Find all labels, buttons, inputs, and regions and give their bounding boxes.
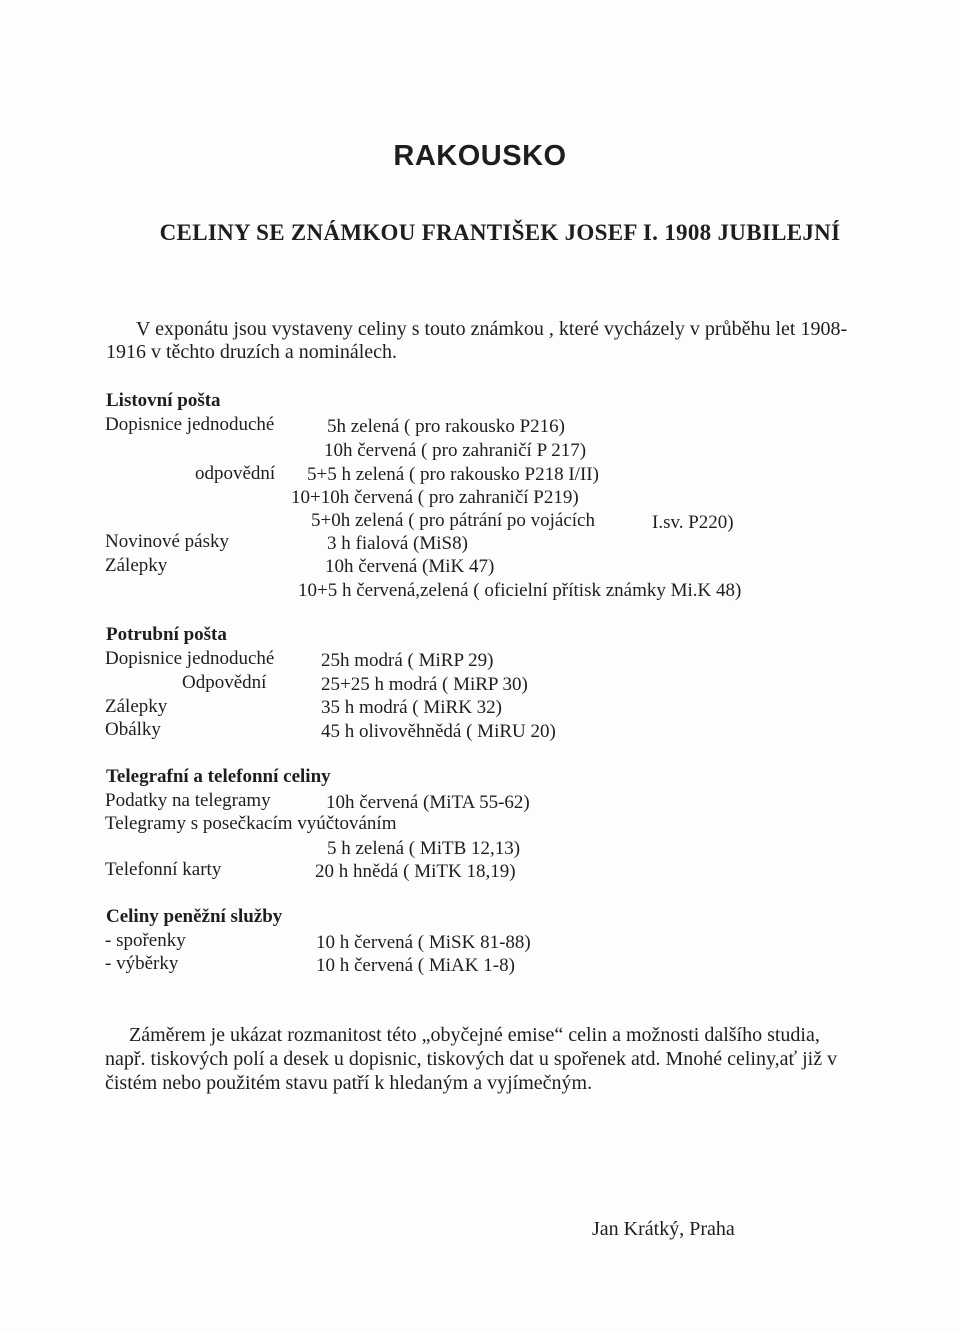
section-heading-telegrafni: Telegrafní a telefonní celiny	[106, 766, 331, 787]
value-row: 25+25 h modrá ( MiRP 30)	[321, 674, 528, 695]
section-heading-potrubni: Potrubní pošta	[106, 624, 227, 645]
value-row: 10+10h červená ( pro zahraničí P219)	[291, 487, 579, 508]
section-heading-penezni: Celiny peněžní služby	[106, 906, 283, 927]
label-zalepky: Zálepky	[105, 696, 168, 717]
value-row: 45 h olivověhnědá ( MiRU 20)	[321, 721, 556, 742]
value-row: 5+0h zelená ( pro pátrání po vojácích	[311, 510, 595, 531]
value-row: 35 h modrá ( MiRK 32)	[321, 697, 503, 718]
value-row: 10h červená (MiTA 55-62)	[326, 792, 530, 813]
label-dopisnice: Dopisnice jednoduché	[105, 648, 275, 669]
label-vyberky: - výběrky	[105, 953, 179, 974]
label-odpovedni: Odpovědní	[182, 672, 267, 693]
value-row: 10+5 h červená,zelená ( oficielní přítisk známky Mi.K 48)	[298, 580, 742, 601]
page-title: RAKOUSKO	[393, 140, 567, 172]
label-podatky: Podatky na telegramy	[105, 790, 271, 811]
label-obalky: Obálky	[105, 719, 161, 740]
label-zalepky: Zálepky	[105, 555, 168, 576]
label-sporenky: - spořenky	[105, 930, 186, 951]
value-row: 10 h červená ( MiSK 81-88)	[316, 932, 531, 953]
value-row: 3 h fialová (MiS8)	[327, 533, 468, 554]
label-odpovedni: odpovědní	[195, 463, 276, 484]
page-subtitle: CELINY SE ZNÁMKOU FRANTIŠEK JOSEF I. 1908 JUBILEJNÍ	[159, 220, 841, 245]
value-row: 5h zelená ( pro rakousko P216)	[327, 416, 565, 437]
value-row: 5+5 h zelená ( pro rakousko P218 I/II)	[307, 464, 599, 485]
label-karty: Telefonní karty	[105, 859, 222, 880]
closing-paragraph: Záměrem je ukázat rozmanitost této „obyčejné emise“ celin a možnosti dalšího studia, např. tiskových polí a desek u dopisnic, tiskových dat u spořenek atd. Mnohé celiny,ať již v čistém nebo použitém stavu patří k hledaným a vyjímečným.	[105, 1024, 838, 1094]
section-heading-listovni: Listovní pošta	[106, 390, 221, 411]
value-row: 20 h hnědá ( MiTK 18,19)	[315, 861, 516, 882]
value-row: 10h červená ( pro zahraničí P 217)	[324, 440, 587, 461]
label-novinove: Novinové pásky	[105, 531, 230, 552]
signature: Jan Krátký, Praha	[592, 1218, 735, 1240]
value-row: 5 h zelená ( MiTB 12,13)	[327, 838, 521, 859]
label-dopisnice: Dopisnice jednoduché	[105, 414, 275, 435]
value-row: 25h modrá ( MiRP 29)	[321, 650, 494, 671]
intro-paragraph: V exponátu jsou vystaveny celiny s touto známkou , které vycházely v průběhu let 1908-1916 v těchto druzích a nominálech.	[106, 318, 848, 363]
value-row: 10 h červená ( MiAK 1-8)	[316, 955, 515, 976]
value-row: 10h červená (MiK 47)	[325, 556, 495, 577]
label-telegramy: Telegramy s posečkacím vyúčtováním	[105, 813, 397, 834]
value-row-ref: I.sv. P220)	[652, 512, 734, 533]
